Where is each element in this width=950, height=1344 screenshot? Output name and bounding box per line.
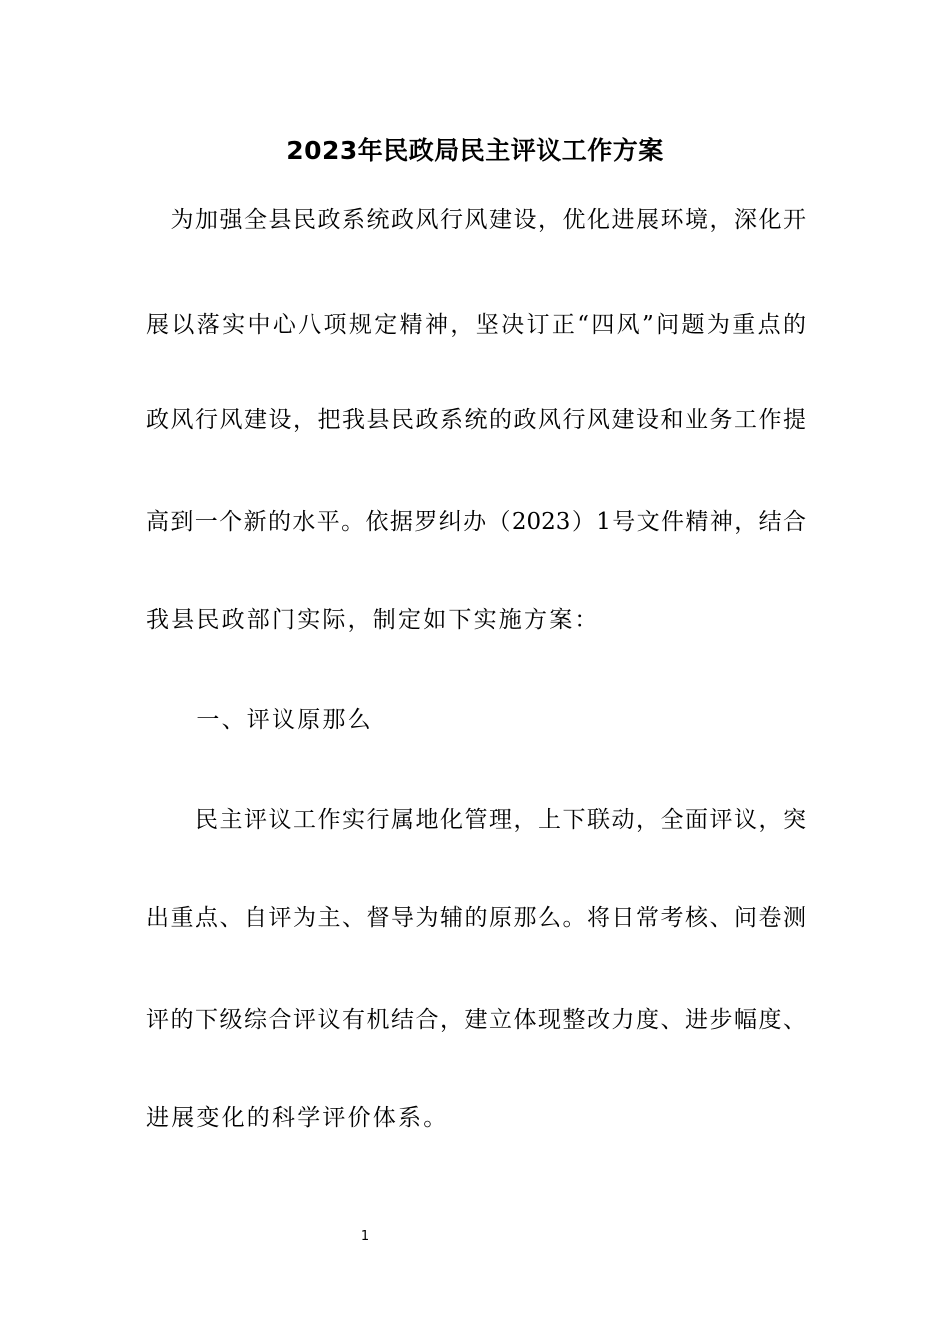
paragraph-line: 政风行风建设，把我县民政系统的政风行风建设和业务工作提 xyxy=(146,407,806,433)
paragraph-line: 民主评议工作实行属地化管理，上下联动，全面评议，突 xyxy=(146,807,806,833)
paragraph-line: 为加强全县民政系统政风行风建设，优化进展环境，深化开 xyxy=(146,207,806,233)
paragraph-line: 我县民政部门实际，制定如下实施方案： xyxy=(146,607,600,633)
page-title: 2023年民政局民主评议工作方案 xyxy=(286,136,664,165)
paragraph-line: 出重点、自评为主、督导为辅的原那么。将日常考核、问卷测 xyxy=(146,905,806,931)
paragraph-line: 展以落实中心八项规定精神，坚决订正“四风”问题为重点的 xyxy=(146,312,806,338)
paragraph-line: 高到一个新的水平。依据罗纠办（2023）1号文件精神，结合 xyxy=(146,509,806,535)
paragraph-line: 进展变化的科学评价体系。 xyxy=(146,1105,449,1131)
section-heading: 一、评议原那么 xyxy=(146,707,373,733)
page-number: 1 xyxy=(360,1229,370,1244)
paragraph-line: 评的下级综合评议有机结合，建立体现整改力度、进步幅度、 xyxy=(146,1007,806,1033)
